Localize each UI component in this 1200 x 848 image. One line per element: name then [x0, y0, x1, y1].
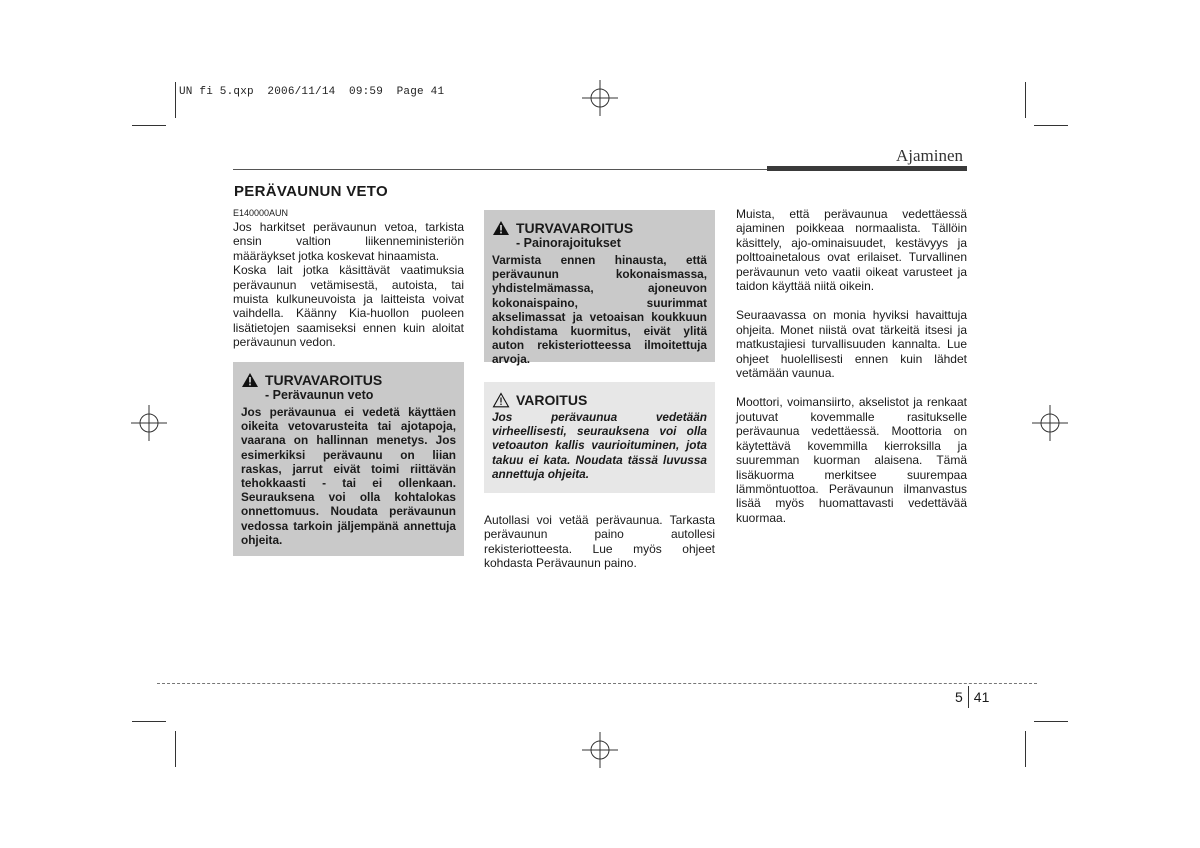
- page-number-separator: [968, 686, 969, 708]
- column-1: [233, 220, 464, 350]
- warning-title-text: TURVAVAROITUS: [265, 372, 383, 388]
- crop-mark: [1034, 125, 1068, 126]
- footer-rule: [157, 683, 1037, 684]
- crop-mark: [175, 731, 176, 767]
- warning-subtitle: - Painorajoitukset: [516, 236, 621, 250]
- warning-body: Varmista ennen hinausta, että perävaunun kokonaismassa, yhdistelmämassa, ajoneuvon kokonaispaino, suurimmat akselimassat ja vetoaisan koukkuun kohdistama kuormitus, eivät ylitä auton rekisteriotteessa ilmoitettuja arvoja.: [492, 253, 707, 367]
- warning-body: Jos perävaunua ei vedetä käyttäen oikeita vetovarusteita tai ajotapoja, vaarana on hallinnan menetys. Jos esimerkiksi perävaunu on liian raskas, jarrut eivät toimi riittävän tehokkaasti - tai ei ollenkaan. Seurauksena voi olla kohtalokas onnettomuus. Noudata perävaunun vedossa tarkoin jäljempänä annettuja ohjeita.: [241, 405, 456, 547]
- crop-mark: [1025, 82, 1026, 118]
- registration-mark-icon: [1032, 405, 1068, 441]
- warning-triangle-icon: [241, 372, 259, 388]
- caution-title-text: VAROITUS: [516, 392, 588, 408]
- paragraph: Muista, että perävaunua vedettäessä ajaminen poikkeaa normaalista. Tällöin käsittely, ajo-ominaisuudet, kestävyys ja polttoainetalous ovat erilaiset. Turvallinen perävaunun veto vaatii oikeat varusteet ja taidon käyttää niitä oikein.: [736, 207, 967, 294]
- column-3: [736, 207, 967, 525]
- paragraph: Koska lait jotka käsittävät vaatimuksia perävaunun vetämisestä, autoista, tai muista kulkuneuvoista ja laitteista voivat vaihdella. Käänny Kia-huollon puoleen lisätietojen saamiseksi ennen kuin aloitat perävaunun vedon.: [233, 263, 464, 350]
- warning-triangle-icon: [492, 220, 510, 236]
- paragraph: Seuraavassa on monia hyviksi havaittuja ohjeita. Monet niistä ovat tärkeitä itsesi ja matkustajiesi turvallisuuden kannalta. Lue ohjeet huolellisesti ennen kuin lähdet vetämään vaunua.: [736, 308, 967, 381]
- page-number: [955, 686, 989, 708]
- page-heading: PERÄVAUNUN VETO: [234, 183, 388, 200]
- page-number-value: 41: [973, 689, 990, 705]
- registration-mark-icon: [582, 732, 618, 768]
- chapter-number: 5: [955, 689, 963, 705]
- section-code: E140000AUN: [233, 208, 289, 218]
- warning-subtitle: - Perävaunun veto: [265, 388, 374, 402]
- crop-mark: [175, 82, 176, 118]
- header-rule-thick: [767, 166, 967, 171]
- warning-title-text: TURVAVAROITUS: [516, 220, 634, 236]
- caution-title: [492, 392, 707, 408]
- crop-mark: [1025, 731, 1026, 767]
- warning-box: [484, 210, 715, 367]
- print-slug: UN fi 5.qxp 2006/11/14 09:59 Page 41: [179, 86, 445, 98]
- warning-box: [233, 362, 464, 556]
- section-title: Ajaminen: [896, 146, 964, 165]
- registration-mark-icon: [131, 405, 167, 441]
- paragraph: Jos harkitset perävaunun vetoa, tarkista ensin valtion liikenneministeriön määräykset jotka koskevat hinaamista.: [233, 220, 464, 263]
- crop-mark: [132, 125, 166, 126]
- crop-mark: [132, 721, 166, 722]
- paragraph: Autollasi voi vetää perävaunua. Tarkasta perävaunun paino autollesi rekisteriotteesta. Lue myös ohjeet kohdasta Perävaunun paino.: [484, 513, 715, 571]
- warning-title: [241, 372, 456, 388]
- caution-body: Jos perävaunua vedetään virheellisesti, seurauksena voi olla vetoauton kallis vaurioituminen, jota takuu ei kata. Noudata tässä luvussa annettuja ohjeita.: [492, 410, 707, 481]
- registration-mark-icon: [582, 80, 618, 116]
- column-2: [484, 513, 715, 571]
- warning-title: [492, 220, 707, 236]
- caution-box: [484, 382, 715, 493]
- caution-triangle-icon: [492, 392, 510, 408]
- crop-mark: [1034, 721, 1068, 722]
- paragraph: Moottori, voimansiirto, akselistot ja renkaat joutuvat kovemmalle rasitukselle perävaunua vedettäessä. Moottoria on käytettävä kovemmilla kierroksilla ja suuremman kuorman alaisena. Tämä lisäkuorma merkitsee suurempaa lämmöntuottoa. Perävaunun ilmanvastus lisää myös huomattavasti vedettävää kuormaa.: [736, 395, 967, 525]
